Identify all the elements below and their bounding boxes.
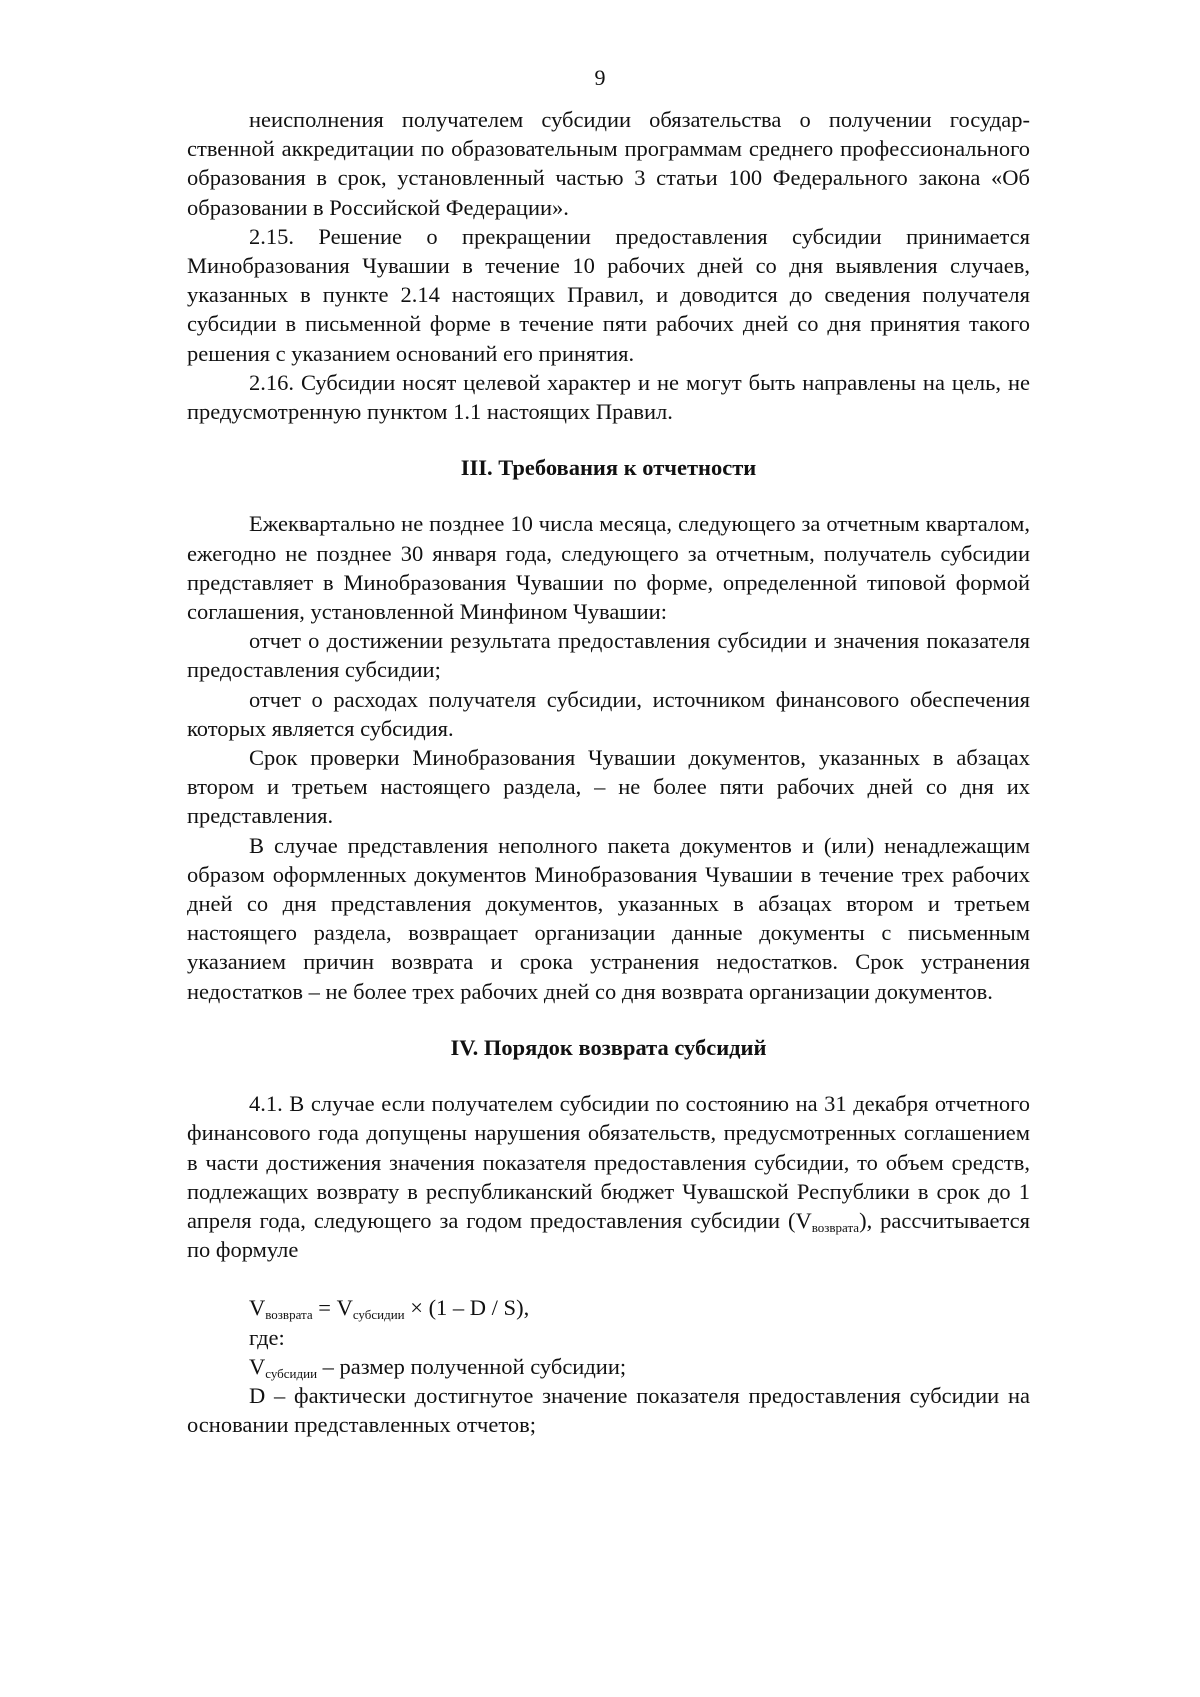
section-4-heading: IV. Порядок возврата субсидий xyxy=(450,1034,767,1060)
spacer xyxy=(187,482,1030,509)
spacer xyxy=(187,1006,1030,1033)
paragraph-4-1-tail: ), рассчитывается по формуле xyxy=(187,1207,1030,1263)
section-3-heading: III. Требования к отчетности xyxy=(460,455,757,481)
page-number: 9 xyxy=(594,65,606,90)
formula-lhs-subscript: возврата xyxy=(265,1307,313,1323)
definition-text: – размер полученной субсидии; xyxy=(317,1353,627,1379)
spacer xyxy=(187,426,1030,453)
section-3-paragraph-5: В случае представления неполного пакета документов и (или) ненадлежащим образом оформленных документов Минобразования Чувашии в течение трех рабочих дней со дня представления документов, указанных в абзацах втором и третьем настоящего раздела, возвращает организации данные документы с письменным указанием причин возврата и срока устранения недостатков. Срок устранения недостатков – не более трех рабочих дней со дня возврата организации документов. xyxy=(187,832,1030,1004)
section-3-paragraph-2: отчет о достижении результата предоставления субсидии и значения показателя предоставления субсидии; xyxy=(187,628,1030,683)
document-body xyxy=(187,105,1030,1439)
formula-rhs-expression: × (1 – D / S), xyxy=(404,1295,530,1321)
paragraph-2-14-continuation: неисполнения получателем субсидии обязательства о получении государственной аккредитации по образовательным программам среднего профессионального образования в срок, установленный частью 3 статьи 100 Федерального закона «Об образовании в Российской Федерации». xyxy=(187,107,1030,220)
section-3-paragraph-1: Ежеквартально не позднее 10 числа месяца, следующего за отчетным кварталом, ежегодно не позднее 30 января года, следующего за отчетным, получатель субсидии представляет в Минобразования Чувашии по форме, определенной типовой формой соглашения, установленной Минфином Чувашии: xyxy=(187,511,1030,625)
formula-rhs-subscript: субсидии xyxy=(352,1307,405,1323)
section-3-paragraph-4: Срок проверки Минобразования Чувашии документов, указанных в абзацах втором и третьем настоящего раздела, – не более пяти рабочих дней со дня их представления. xyxy=(187,745,1030,829)
definition-variable: D xyxy=(249,1382,266,1408)
spacer xyxy=(187,1062,1030,1089)
section-3-paragraph-3: отчет о расходах получателя субсидии, источником финансового обеспечения которых является субсидия. xyxy=(187,686,1030,741)
where-label: где: xyxy=(249,1324,285,1350)
formula-block xyxy=(187,1293,1030,1439)
paragraph-2-16: 2.16. Субсидии носят целевой характер и не могут быть направлены на цель, не предусмотренную пунктом 1.1 настоящих Правил. xyxy=(187,369,1030,425)
definition-d xyxy=(187,1381,1030,1439)
paragraph-4-1 xyxy=(187,1089,1030,1264)
definition-subscript: субсидии xyxy=(265,1365,318,1381)
definition-text: – фактически достигнутое значение показателя предоставления субсидии на основании представленных отчетов; xyxy=(187,1382,1030,1438)
formula-lhs-variable: V xyxy=(249,1295,266,1321)
definition-variable: V xyxy=(249,1353,266,1379)
formula-rhs-variable: V xyxy=(336,1295,353,1321)
v-return-subscript: возврата xyxy=(811,1219,860,1235)
spacer xyxy=(187,1264,1030,1293)
paragraph-4-1-text: 4.1. В случае если получателем субсидии по состоянию на 31 декабря отчетного финансового года допущены нарушения обязательств, предусмотренных соглашением в части достижения значения показателя предоставления субсидии, то объем средств, подлежащих возврату в республиканский бюджет Чувашской Республики в срок до 1 апреля года, следующего за годом предоставления субсидии (V xyxy=(187,1091,1030,1233)
definition-v-subsidy xyxy=(249,1352,1030,1381)
formula-equals: = xyxy=(312,1295,337,1321)
paragraph-2-15: 2.15. Решение о прекращении предоставления субсидии принимается Минобразования Чувашии в течение 10 рабочих дней со дня выявления случаев, указанных в пункте 2.14 настоящих Правил, и доводится до сведения получателя субсидии в письменной форме в течение пяти рабочих дней со дня принятия такого решения с указанием оснований его принятия. xyxy=(187,223,1030,366)
return-formula xyxy=(249,1293,1030,1322)
